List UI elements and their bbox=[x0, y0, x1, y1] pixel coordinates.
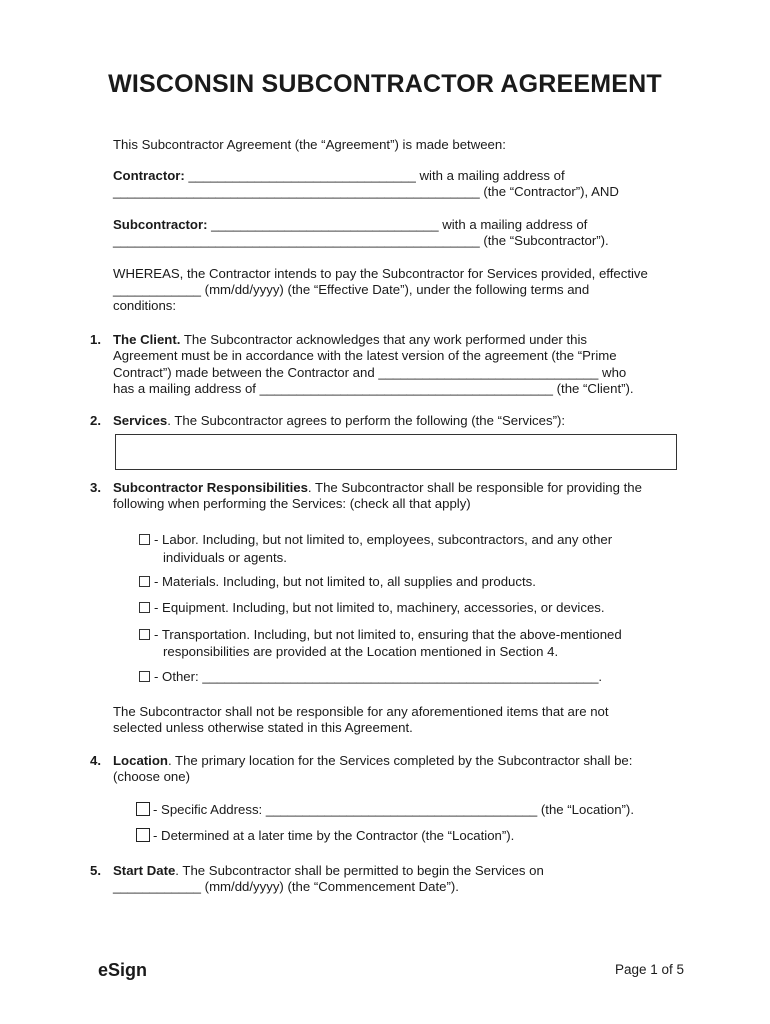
section-3-heading: Subcontractor Responsibilities bbox=[113, 480, 308, 495]
section-5-line-1: Start Date. The Subcontractor shall be permitted to begin the Services on bbox=[113, 863, 544, 878]
document-title: WISCONSIN SUBCONTRACTOR AGREEMENT bbox=[108, 70, 662, 98]
materials-checkbox-icon[interactable] bbox=[139, 576, 150, 587]
option-equipment[interactable]: - Equipment. Including, but not limited to, machinery, accessories, or devices. bbox=[139, 600, 605, 617]
option-transportation-line-2: responsibilities are provided at the Location mentioned in Section 4. bbox=[163, 644, 559, 659]
specific-address-checkbox[interactable] bbox=[136, 802, 150, 816]
option-other[interactable] bbox=[139, 669, 602, 686]
transportation-checkbox-icon[interactable] bbox=[139, 629, 150, 640]
whereas-line-3: conditions: bbox=[113, 298, 177, 313]
option-later-location[interactable]: - Determined at a later time by the Contractor (the “Location”). bbox=[153, 828, 515, 843]
other-checkbox-icon[interactable] bbox=[139, 671, 150, 682]
esign-logo: eSign bbox=[98, 960, 148, 980]
section-3-line-1: Subcontractor Responsibilities. The Subcontractor shall be responsible for providing the bbox=[113, 480, 642, 495]
services-input-box[interactable] bbox=[115, 434, 677, 470]
section-3-line-2: following when performing the Services: (check all that apply) bbox=[113, 496, 471, 511]
section-3-number: 3. bbox=[90, 480, 101, 495]
whereas-line-1: WHEREAS, the Contractor intends to pay the Subcontractor for Services provided, effective bbox=[113, 266, 648, 281]
equipment-checkbox-icon[interactable] bbox=[139, 602, 150, 613]
client-address-field[interactable]: has a mailing address of ________________________________________ (the “Client”). bbox=[113, 381, 634, 396]
section-2-heading: Services bbox=[113, 413, 168, 428]
contractor-label: Contractor: bbox=[113, 168, 185, 183]
section-4-line-2: (choose one) bbox=[113, 769, 190, 784]
commencement-date-field[interactable]: ____________ (mm/dd/yyyy) (the “Commencement Date”). bbox=[113, 879, 459, 894]
page-number: Page 1 of 5 bbox=[614, 962, 684, 977]
contractor-name-field[interactable]: _______________________________ with a mailing address of bbox=[184, 168, 565, 183]
section-4-line-1: Location. The primary location for the Services completed by the Subcontractor shall be: bbox=[113, 753, 633, 768]
later-location-checkbox[interactable] bbox=[136, 828, 150, 842]
section-3-note-line-1: The Subcontractor shall not be responsible for any aforementioned items that are not bbox=[113, 704, 609, 719]
section-1-line-1: The Client. The Subcontractor acknowledges that any work performed under this bbox=[113, 332, 587, 347]
option-materials[interactable]: - Materials. Including, but not limited to, all supplies and products. bbox=[139, 574, 536, 591]
section-4-heading: Location bbox=[113, 753, 168, 768]
subcontractor-address-field[interactable]: __________________________________________________ (the “Subcontractor”). bbox=[113, 233, 609, 248]
section-1-heading: The Client. bbox=[113, 332, 181, 347]
subcontractor-label: Subcontractor: bbox=[113, 217, 208, 232]
intro-text: This Subcontractor Agreement (the “Agreement”) is made between: bbox=[113, 137, 506, 152]
option-specific-address[interactable]: - Specific Address: _____________________________________ (the “Location”). bbox=[153, 802, 634, 817]
subcontractor-line-1 bbox=[113, 217, 587, 234]
client-name-field[interactable]: Contract”) made between the Contractor and ______________________________ who bbox=[113, 365, 627, 380]
section-5-heading: Start Date bbox=[113, 863, 176, 878]
section-5-number: 5. bbox=[90, 863, 101, 878]
option-transportation[interactable]: - Transportation. Including, but not limited to, ensuring that the above-mentioned bbox=[139, 627, 622, 644]
section-3-note-line-2: selected unless otherwise stated in this Agreement. bbox=[113, 720, 413, 735]
labor-checkbox-icon[interactable] bbox=[139, 534, 150, 545]
section-2-number: 2. bbox=[90, 413, 101, 428]
subcontractor-name-field[interactable]: _______________________________ with a mailing address of bbox=[207, 217, 588, 232]
effective-date-field[interactable]: ____________ (mm/dd/yyyy) (the “Effective Date”), under the following terms and bbox=[113, 282, 590, 297]
section-4-number: 4. bbox=[90, 753, 101, 768]
section-2-line-1: Services. The Subcontractor agrees to perform the following (the “Services”): bbox=[113, 413, 566, 428]
contractor-line-1 bbox=[113, 168, 565, 185]
option-labor[interactable]: - Labor. Including, but not limited to, employees, subcontractors, and any other bbox=[139, 532, 612, 549]
option-labor-line-2: individuals or agents. bbox=[163, 550, 287, 565]
section-1-line-2: Agreement must be in accordance with the latest version of the agreement (the “Prime bbox=[113, 348, 617, 363]
contractor-address-field[interactable]: __________________________________________________ (the “Contractor”), AND bbox=[113, 184, 619, 199]
other-text-field[interactable]: - Other: ______________________________________________________. bbox=[154, 669, 603, 684]
section-1-number: 1. bbox=[90, 332, 101, 347]
